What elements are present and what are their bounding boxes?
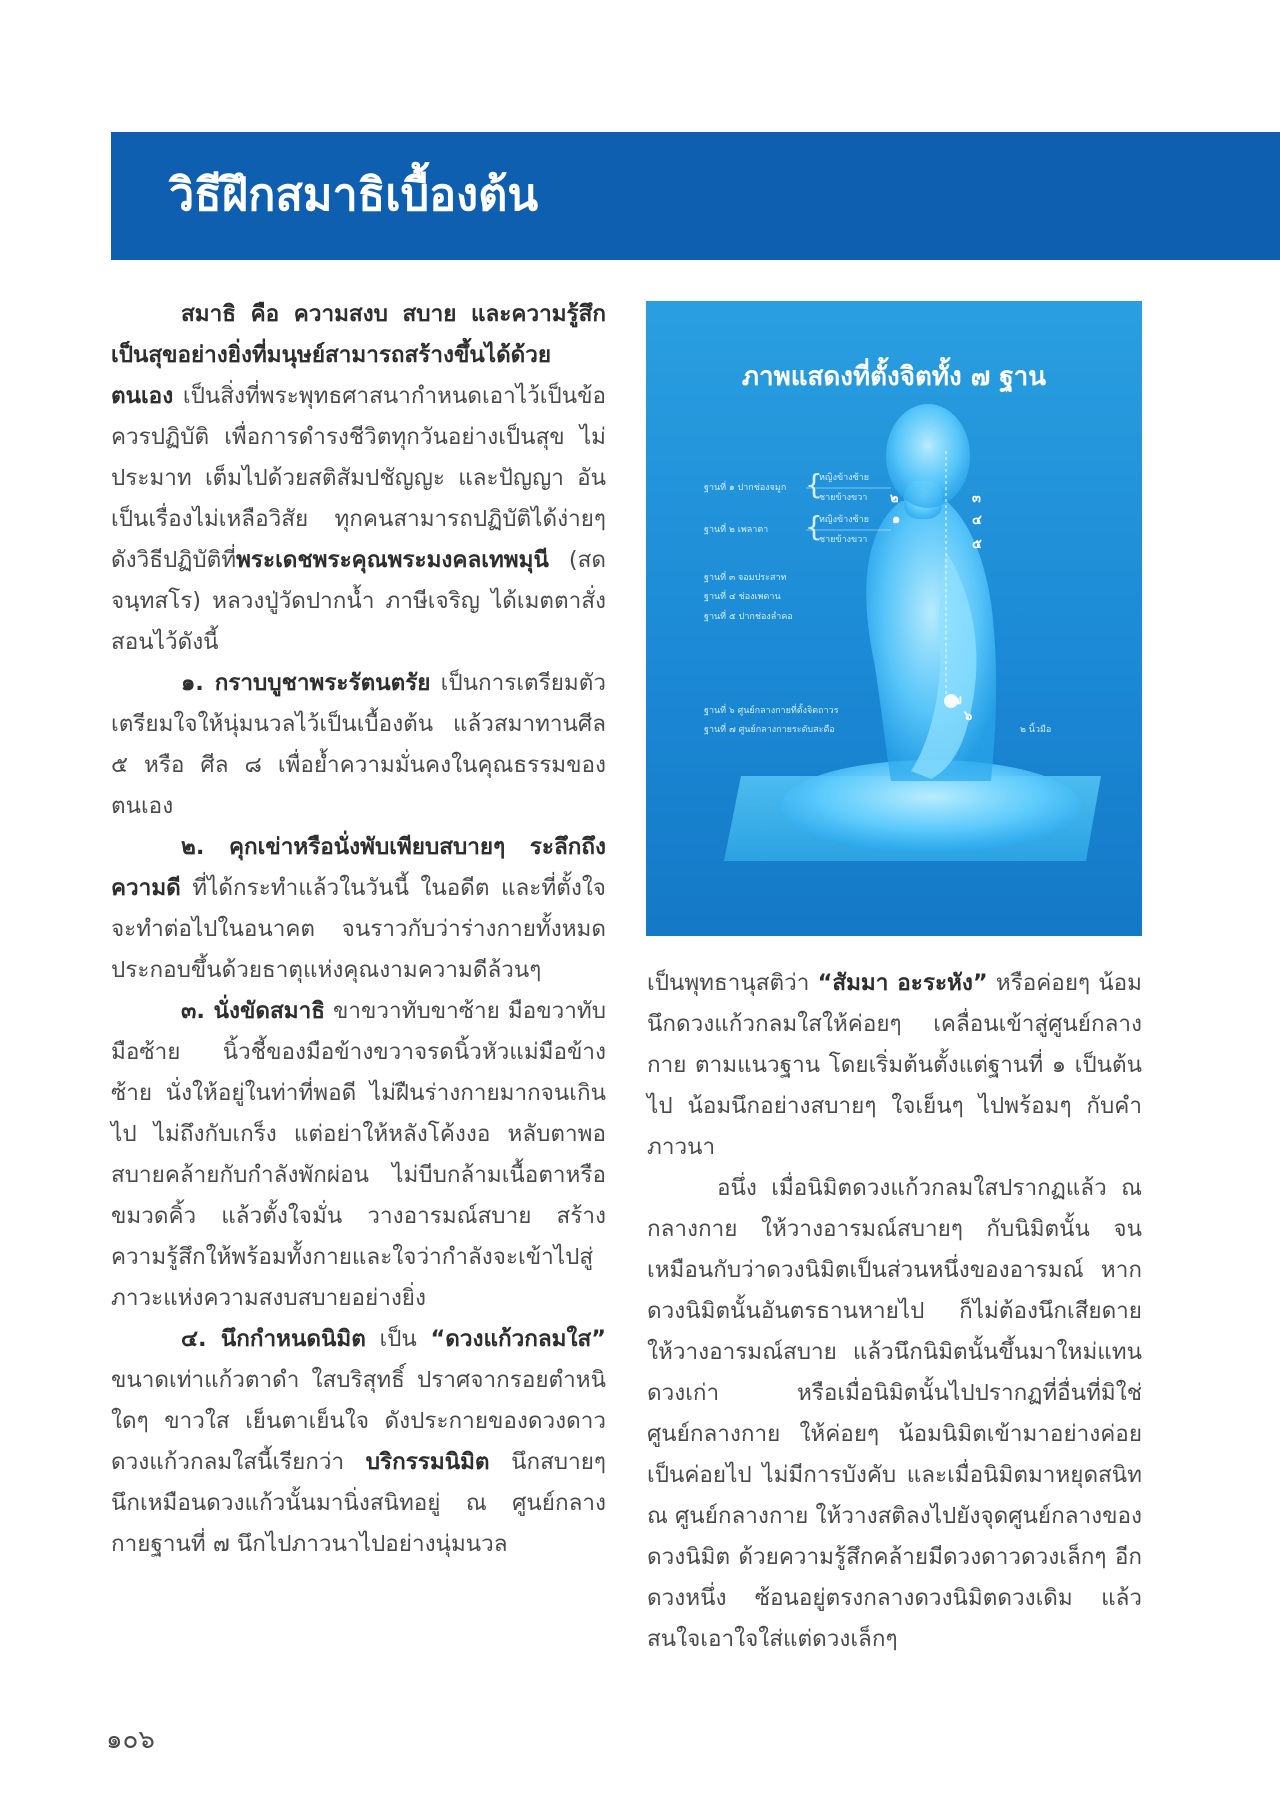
- step-4-text-a: เป็น: [365, 1326, 431, 1352]
- step-2: [111, 827, 606, 991]
- legend-base-3: ฐานที่ ๓ จอมประสาท: [704, 573, 787, 583]
- intro-definition: สมาธิ คือ ความสงบ สบาย และความรู้สึกเป็นสุขอย่างยิ่งที่มนุษย์สามารถสร้างขึ้นได้ด้วยตนเอง: [111, 301, 606, 409]
- seven-bases-figure: [646, 301, 1142, 936]
- intro-text-1: เป็นสิ่งที่พระพุทธศาสนากำหนดเอาไว้เป็นข้อควรปฏิบัติ เพื่อการดำรงชีวิตทุกวันอย่างเป็นสุข ไม่ประมาท เต็มไปด้วยสติสัมปชัญญะ และปัญญา อันเป็นเรื่องไม่เหลือวิสัย ทุกคนสามารถปฏิบัติได้ง่ายๆ ดังวิธีปฏิบัติที่: [111, 383, 606, 573]
- legend-base-2-option-1: หญิงข้างซ้าย: [819, 515, 870, 525]
- step-2-heading: ๒. คุกเข่าหรือนั่งพับเพียบสบายๆ ระลึกถึงความดี: [111, 834, 606, 901]
- step-1-heading: ๑. กราบบูชาพระรัตนตรัย: [181, 670, 431, 696]
- page-title: วิธีฝึกสมาธิเบื้องต้น: [169, 168, 539, 221]
- legend-brace-2: {: [805, 510, 823, 543]
- intro-paragraph: [111, 294, 606, 663]
- point-number-2: ๒: [890, 491, 899, 506]
- legend-base-4: ฐานที่ ๔ ช่องเพดาน: [704, 592, 781, 602]
- point-number-6: ๖: [964, 709, 973, 724]
- legend-base-6: ฐานที่ ๖ ศูนย์กลางกายที่ตั้งจิตถาวร: [704, 706, 839, 716]
- intro-text-2: (สด จนฺทสโร) หลวงปู่วัดปากน้ำ ภาษีเจริญ ได้เมตตาสั่งสอนไว้ดังนี้: [111, 547, 606, 655]
- legend-base-2: ฐานที่ ๒ เพลาตา: [704, 525, 769, 535]
- right-text-1a: เป็นพุทธานุสติว่า: [647, 970, 818, 996]
- step-4: [111, 1319, 606, 1565]
- legend-base-7: ฐานที่ ๗ ศูนย์กลางกายระดับสะดือ: [704, 725, 835, 735]
- point-number-1: ๑: [892, 512, 901, 527]
- legend-base-1: ฐานที่ ๑ ปากช่องจมูก: [704, 483, 787, 493]
- figure-title: ภาพแสดงที่ตั้งจิตทั้ง ๗ ฐาน: [741, 362, 1047, 392]
- step-4-quote: “ดวงแก้วกลมใส”: [430, 1326, 606, 1352]
- right-text-1b: หรือค่อยๆ น้อมนึกดวงแก้วกลมใสให้ค่อยๆ เคลื่อนเข้าสู่ศูนย์กลางกาย ตามแนวฐาน โดยเริ่มต้นตั้งแต่ฐานที่ ๑ เป็นต้นไป น้อมนึกอย่างสบายๆ ใจเย็นๆ ไปพร้อมๆ กับคำภาวนา: [647, 970, 1143, 1160]
- right-paragraph-2: อนึ่ง เมื่อนิมิตดวงแก้วกลมใสปรากฏแล้ว ณ กลางกาย ให้วางอารมณ์สบายๆ กับนิมิตนั้น จนเหมือนกับว่าดวงนิมิตเป็นส่วนหนึ่งของอารมณ์ หากดวงนิมิตนั้นอันตรธานหายไป ก็ไม่ต้องนึกเสียดาย ให้วางอารมณ์สบาย แล้วนึกนิมิตนั้นขึ้นมาใหม่แทนดวงเก่า หรือเมื่อนิมิตนั้นไปปรากฏที่อื่นที่มิใช่ศูนย์กลางกาย ให้ค่อยๆ น้อมนิมิตเข้ามาอย่างค่อยเป็นค่อยไป ไม่มีการบังคับ และเมื่อนิมิตมาหยุดสนิท ณ ศูนย์กลางกาย ให้วางสติลงไปยังจุดศูนย์กลางของดวงนิมิต ด้วยความรู้สึกคล้ายมีดวงดาวดวงเล็กๆ อีกดวงหนึ่ง ซ้อนอยู่ตรงกลางดวงนิมิตดวงเดิม แล้วสนใจเอาใจใส่แต่ดวงเล็กๆ: [647, 1175, 1143, 1652]
- legend-brace-1: {: [805, 468, 823, 501]
- step-1: [111, 663, 606, 827]
- step-1-text: เป็นการเตรียมตัวเตรียมใจให้นุ่มนวลไว้เป็นเบื้องต้น แล้วสมาทานศีล ๕ หรือ ศีล ๘ เพื่อย้ำความมั่นคงในคุณธรรมของตนเอง: [111, 670, 606, 819]
- step-3-text: ขาขวาทับขาซ้าย มือขวาทับมือซ้าย นิ้วชี้ของมือข้างขวาจรดนิ้วหัวแม่มือข้างซ้าย นั่งให้อยู่ในท่าที่พอดี ไม่ฝืนร่างกายมากจนเกินไป ไม่ถึงกับเกร็ง แต่อย่าให้หลังโค้งงอ หลับตาพอสบายคล้ายกับกำลังพักผ่อน ไม่บีบกล้ามเนื้อตาหรือขมวดคิ้ว แล้วตั้งใจมั่น วางอารมณ์สบาย สร้างความรู้สึกให้พร้อมทั้งกายและใจว่ากำลังจะเข้าไปสู่ภาวะแห่งความสงบสบายอย่างยิ่ง: [111, 998, 606, 1311]
- head-shape: [886, 404, 970, 508]
- step-2-text: ที่ได้กระทำแล้วในวันนี้ ในอดีต และที่ตั้งใจจะทำต่อไปในอนาคต จนราวกับว่าร่างกายทั้งหมดประกอบขึ้นด้วยธาตุแห่งคุณงามความดีล้วนๆ: [111, 875, 606, 983]
- legend-measure: ๒ นิ้วมือ: [1020, 725, 1052, 735]
- right-paragraph-1: [647, 963, 1142, 1168]
- page-number: ๑๐๖: [106, 1725, 155, 1755]
- right-column: [647, 963, 1142, 1660]
- step-4-term: บริกรรมนิมิต: [365, 1449, 490, 1475]
- point-number-5: ๕: [972, 537, 982, 552]
- step-4-text-c: นึกสบายๆ นึกเหมือนดวงแก้วนั้นมานิ่งสนิทอยู่ ณ ศูนย์กลางกายฐานที่ ๗ นึกไปภาวนาไปอย่างนุ่มนวล: [111, 1449, 606, 1557]
- teacher-name: พระเดชพระคุณพระมงคลเทพมุนี: [236, 547, 549, 573]
- point-number-7: ๗: [952, 693, 962, 708]
- step-3: [111, 991, 606, 1319]
- legend-base-2-option-2: ชายข้างขวา: [819, 535, 868, 545]
- title-bar: [111, 132, 1280, 260]
- legend-base-1-option-1: หญิงข้างซ้าย: [819, 473, 870, 483]
- legend-base-5: ฐานที่ ๕ ปากช่องลำคอ: [704, 612, 793, 622]
- point-number-3: ๓: [972, 491, 981, 506]
- step-3-heading: ๓. นั่งขัดสมาธิ: [181, 998, 325, 1024]
- left-column: [111, 294, 606, 1565]
- point-number-4: ๔: [972, 513, 982, 528]
- step-4-heading: ๔. นึกกำหนดนิมิต: [181, 1326, 366, 1352]
- legend-base-1-option-2: ชายข้างขวา: [819, 493, 868, 503]
- mantra: “สัมมา อะระหัง”: [817, 970, 988, 996]
- step-4-text-b: ขนาดเท่าแก้วตาดำ ใสบริสุทธิ์ ปราศจากรอยตำหนิใดๆ ขาวใส เย็นตาเย็นใจ ดังประกายของดวงดาว ดวงแก้วกลมใสนี้เรียกว่า: [111, 1367, 606, 1475]
